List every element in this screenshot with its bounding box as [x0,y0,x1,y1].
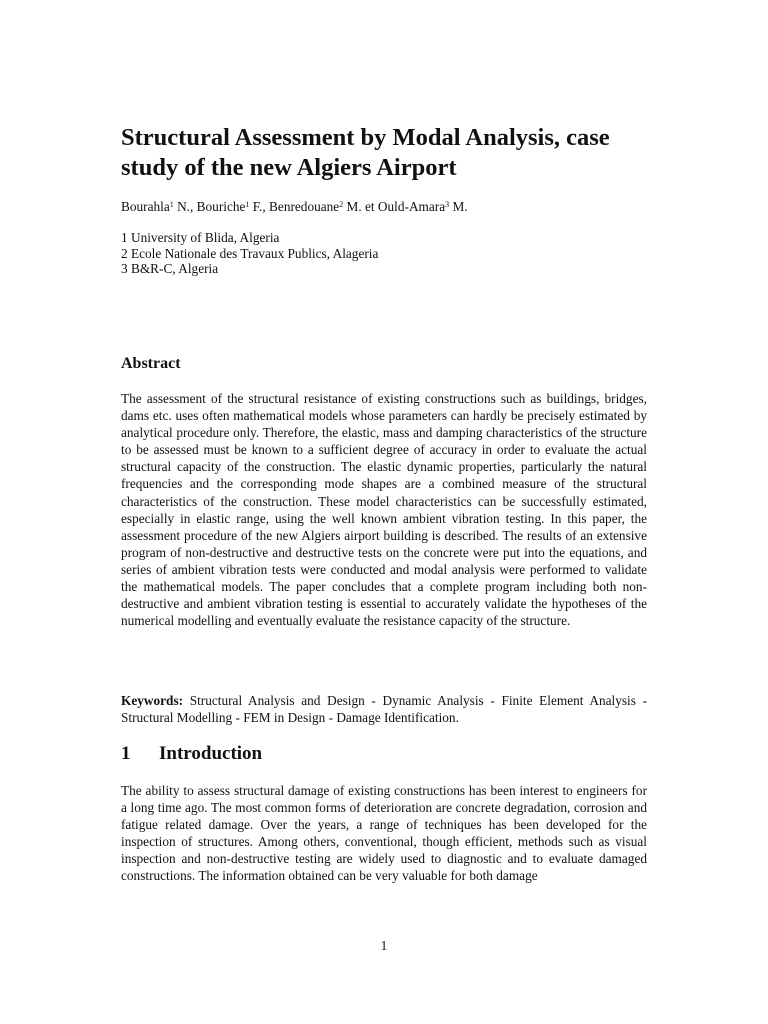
author: Benredouane$^2$ M. et [269,199,378,214]
author-list [121,198,661,215]
author: Bouriche$^1$ F., [196,199,270,214]
abstract-heading: Abstract [121,355,181,372]
affiliation: 3 B&R-C, Algeria [121,261,219,276]
affiliation: 1 University of Blida, Algeria [121,230,280,245]
paper-title: Structural Assessment by Modal Analysis, case study of the new Algiers Airport [121,124,610,181]
keywords-list: Structural Analysis and Design - Dynamic Analysis - Finite Element Analysis - Structural Modelling - FEM in Design - Damage Identification. [121,693,647,726]
abstract-text: The assessment of the structural resistance of existing constructions such as buildings, bridges, dams etc. uses often mathematical models whose parameters can hardly be precisely estimated by analytical procedure only. Therefore, the elastic, mass and damping characteristics of the structure to be assessed must be known to a sufficient degree of accuracy in order to evaluate the actual structural capacity of the construction. The elastic dynamic properties, particularly the natural frequencies and the corresponding mode shapes are a combined measure of the structural characteristics of the construction. These model characteristics can be successfully estimated, especially in elastic range, using the well known ambient vibration testing. In this paper, the assessment procedure of the new Algiers airport building is described. The results of an extensive program of non-destructive and destructive tests on the concrete were put into the equations, and series of ambient vibration tests were conducted and modal analysis were performed to validate the mathematical models. The paper concludes that a complete program including both non-destructive and ambient vibration testing is essential to accurately validate the hypotheses of the numerical modelling and eventually evaluate the resistance capacity of the structure. [121,391,647,629]
introduction-text: The ability to assess structural damage of existing constructions has been interest to engineers for a long time ago. The most common forms of deterioration are concrete degradation, corrosion and fatigue related damage. Over the years, a range of techniques has been developed for the inspection of structures. Among others, conventional, though efficient, methods such as visual inspection and non-destructive testing are widely used to diagnostic and to evaluate damaged constructions. The information obtained can be very valuable for both damage [121,783,647,884]
section-number: 1 [121,743,131,764]
section-heading-introduction [121,743,262,765]
keywords-label: Keywords: [121,693,184,708]
affiliation-list [121,230,661,277]
page-number: 1 [380,938,388,953]
keywords [121,692,647,726]
section-title: Introduction [159,743,263,764]
author: Ould-Amara$^3$ M. [377,199,468,214]
affiliation: 2 Ecole Nationale des Travaux Publics, Alageria [121,245,379,261]
author: Bourahla$^1$ N., [121,199,197,214]
